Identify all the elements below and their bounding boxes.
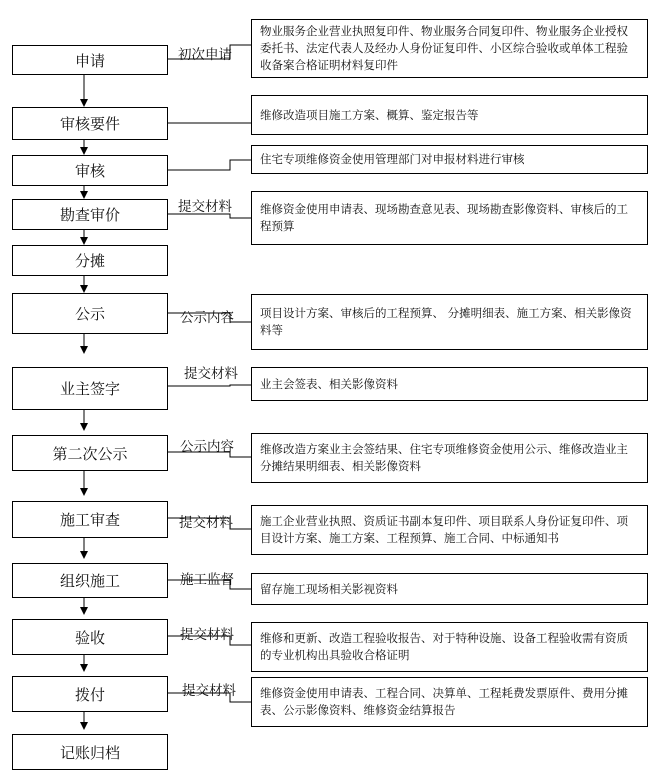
label-construction-supervision: 施工监督	[180, 572, 234, 588]
step-archive: 记账归档	[12, 734, 168, 770]
label-submit-materials: 提交材料	[184, 366, 238, 382]
note-acceptance: 维修和更新、改造工程验收报告、对于特种设施、设备工程验收需有资质的专业机构出具验收合格证明	[251, 622, 648, 672]
label-submit-materials: 提交材料	[180, 627, 234, 643]
note-second-notice: 维修改造方案业主会签结果、住宅专项维修资金使用公示、维修改造业主分摊结果明细表、相关影像资料	[251, 433, 648, 483]
note-review: 住宅专项维修资金使用管理部门对申报材料进行审核	[251, 145, 648, 174]
note-construction-review: 施工企业营业执照、资质证书副本复印件、项目联系人身份证复印件、项目设计方案、施工方案、工程预算、施工合同、中标通知书	[251, 505, 648, 555]
step-allocation: 分摊	[12, 245, 168, 276]
label-notice-content: 公示内容	[180, 310, 234, 326]
step-second-notice: 第二次公示	[12, 435, 168, 471]
step-organize-construction: 组织施工	[12, 563, 168, 598]
note-owner-signature: 业主会签表、相关影像资料	[251, 367, 648, 401]
step-apply: 申请	[12, 45, 168, 75]
label-notice-content: 公示内容	[180, 439, 234, 455]
step-disbursement: 拨付	[12, 676, 168, 712]
step-acceptance: 验收	[12, 619, 168, 655]
note-construction-supervision: 留存施工现场相关影视资料	[251, 573, 648, 605]
label-initial-application: 初次申请	[178, 47, 232, 63]
step-review: 审核	[12, 155, 168, 186]
step-survey-pricing: 勘查审价	[12, 199, 168, 230]
note-disbursement: 维修资金使用申请表、工程合同、决算单、工程耗费发票原件、费用分摊表、公示影像资料、维修资金结算报告	[251, 677, 648, 727]
label-submit-materials: 提交材料	[182, 683, 236, 699]
note-review-documents: 维修改造项目施工方案、概算、鉴定报告等	[251, 95, 648, 135]
step-public-notice: 公示	[12, 293, 168, 334]
step-review-documents: 审核要件	[12, 107, 168, 140]
step-construction-review: 施工审查	[12, 501, 168, 538]
note-survey-materials: 维修资金使用申请表、现场勘查意见表、现场勘查影像资料、审核后的工程预算	[251, 191, 648, 245]
label-submit-materials: 提交材料	[179, 515, 233, 531]
step-owner-signature: 业主签字	[12, 367, 168, 410]
note-notice-content: 项目设计方案、审核后的工程预算、 分摊明细表、施工方案、相关影像资料等	[251, 294, 648, 350]
label-submit-materials: 提交材料	[178, 199, 232, 215]
note-application-materials: 物业服务企业营业执照复印件、物业服务合同复印件、物业服务企业授权委托书、法定代表人及经办人身份证复印件、小区综合验收或单体工程验收备案合格证明材料复印件	[251, 19, 648, 78]
